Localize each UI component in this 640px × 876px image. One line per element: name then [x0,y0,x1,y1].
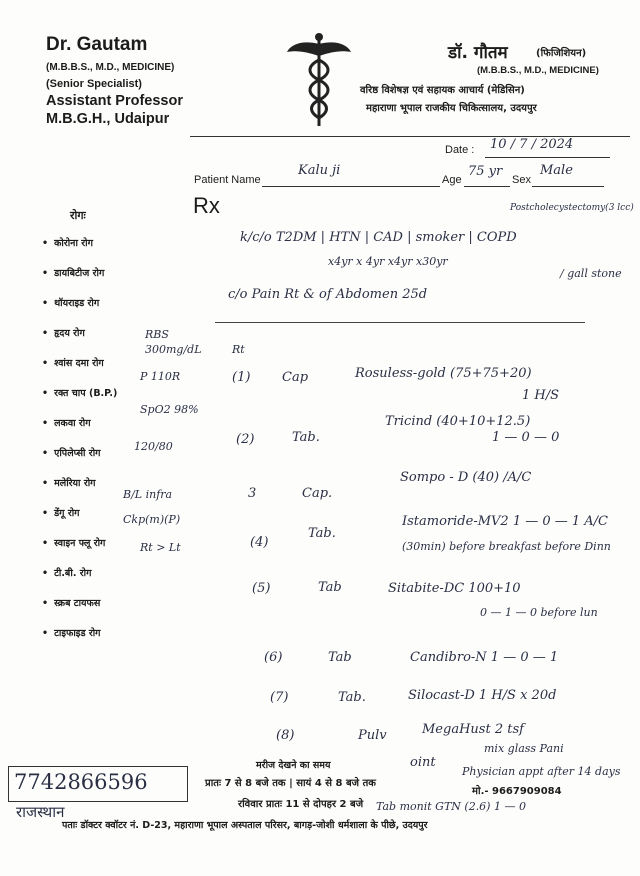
doctor-name-en: Dr. Gautam [46,34,148,55]
med-name: Sitabite-DC 100+10 [388,581,521,596]
disease-item: • टी.बी. रोग [42,566,117,596]
disease-item: • रक्त चाप (B.P.) [42,386,117,416]
med-form: Tab. [338,690,366,705]
history-extra-2: / gall stone [560,267,622,280]
med-name: Istamoride-MV2 1 — 0 — 1 A/C [402,514,609,529]
complaint-underline [215,322,585,323]
hospital-hi: महाराणा भूपाल राजकीय चिकित्सालय, उदयपुर [366,103,537,114]
sex-value: Male [540,163,573,178]
specialty-en: (Senior Specialist) [46,78,142,90]
med-name: Rosuless-gold (75+75+20) [355,366,532,381]
med-name: MegaHust 2 tsf [422,722,524,737]
degree-en: (M.B.B.S., M.D., MEDICINE) [46,62,175,73]
med-form: Tab. [308,526,336,541]
sex-line [532,186,604,187]
tab-monit-note: Tab monit GTN (2.6) 1 — 0 [376,800,526,813]
vital-rt: Rt [232,343,245,356]
med-name: Sompo - D (40) /A/C [400,470,532,485]
vital-spo2: SpO2 98% [140,403,199,416]
disease-list-title: रोगः [70,209,86,222]
history-extra-1: Postcholecystectomy(3 lcc) [510,203,634,213]
vital-exam-1: B/L infra [123,488,173,501]
age-label: Age [442,174,462,186]
vital-bp: 120/80 [134,440,173,453]
med-form: Tab [328,650,352,665]
med-name: Candibro-N 1 — 0 — 1 [410,650,559,665]
disease-item: • थॉयराइड रोग [42,296,117,326]
address: पताः डॉक्टर क्वॉटर नं. D-23, महाराणा भूपाल अस्पताल परिसर, बागड़-जोशी धर्मशाला के पीछे, उदयपुर [62,820,428,831]
disease-item: • स्वाइन फ्लू रोग [42,536,117,566]
disease-list [42,236,117,656]
med-dose: 1 — 0 — 0 [492,430,560,445]
timing-sunday: रविवार प्रातः 11 से दोपहर 2 बजे [238,799,364,810]
med-name: Silocast-D 1 H/S x 20d [408,688,557,703]
mobile-number: मो.- 9667909084 [472,786,562,797]
disease-item: • डायबिटीज रोग [42,266,117,296]
complaint-line: c/o Pain Rt & of Abdomen 25d [228,287,428,302]
timing-weekday: प्रातः 7 से 8 बजे तक | सायं 4 से 8 बजे तक [205,778,376,789]
phone-number: 7742866596 [14,770,148,794]
disease-item: • एपिलेप्सी रोग [42,446,117,476]
vital-exam-3: Rt > Lt [140,541,181,554]
sex-label: Sex [512,174,531,186]
disease-item: • टाइफाइड रोग [42,626,117,656]
med-number: (2) [236,432,255,447]
age-value: 75 yr [468,164,503,179]
disease-item: • लकवा रोग [42,416,117,446]
disease-item: • श्वांस दमा रोग [42,356,117,386]
med-dose: mix glass Pani [484,742,564,755]
history-line: k/c/o T2DM | HTN | CAD | smoker | COPD [240,230,517,245]
timing-title: मरीज देखने का समय [256,760,331,771]
doctor-name-hi: डॉ. गौतम [448,43,508,63]
degree-hi: (M.B.B.S., M.D., MEDICINE) [477,65,599,76]
med-number: (1) [232,370,251,385]
disease-item: • डेंगू रोग [42,506,117,536]
age-line [464,186,510,187]
rx-symbol: Rx [193,193,220,218]
med-number: (5) [252,581,271,596]
med-dose: 0 — 1 — 0 before lun [480,606,598,619]
med-number: (8) [276,728,295,743]
vital-exam-2: Ckp(m)(P) [123,513,181,526]
disease-item: • हृदय रोग [42,326,117,356]
date-label: Date : [445,144,475,156]
disease-item: • कोरोना रोग [42,236,117,266]
disease-item: • मलेरिया रोग [42,476,117,506]
history-years: x4yr x 4yr x4yr x30yr [328,255,448,268]
designation-en: Assistant Professor [46,93,183,109]
med-form: Tab. [292,430,320,445]
med-number: (6) [264,650,283,665]
vital-rbs-value: 300mg/dL [145,343,202,356]
vital-pulse: P 110R [140,370,181,383]
date-value: 10 / 7 / 2024 [490,137,574,152]
med-dose: (30min) before breakfast before Dinn [402,540,611,553]
med-form: Cap [282,370,309,385]
date-line [485,157,610,158]
med-dose: 1 H/S [522,388,560,403]
med-number: 3 [248,486,257,501]
med-name: Tricind (40+10+12.5) [385,414,531,429]
caduceus-logo-icon [285,30,353,130]
followup-note: Physician appt after 14 days [462,765,621,778]
hospital-en: M.B.G.H., Udaipur [46,111,170,127]
med-form: Cap. [302,486,333,501]
med-form: Tab [318,580,342,595]
patient-name-value: Kalu ji [298,163,341,178]
designation-hi: वरिष्ठ विशेषज्ञ एवं सहायक आचार्य (मेडिसिन) [360,85,525,96]
disease-item: • स्क्रब टायफस [42,596,117,626]
oint-note: oint [410,755,436,770]
signature: राजस्थान [16,803,65,821]
med-number: (7) [270,690,289,705]
med-form: Pulv [358,728,387,743]
med-number: (4) [250,535,269,550]
patient-name-label: Patient Name [194,174,261,186]
vital-rbs: RBS [145,328,169,341]
patient-name-line [262,186,440,187]
role-hi: (फिजिशियन) [536,48,587,59]
